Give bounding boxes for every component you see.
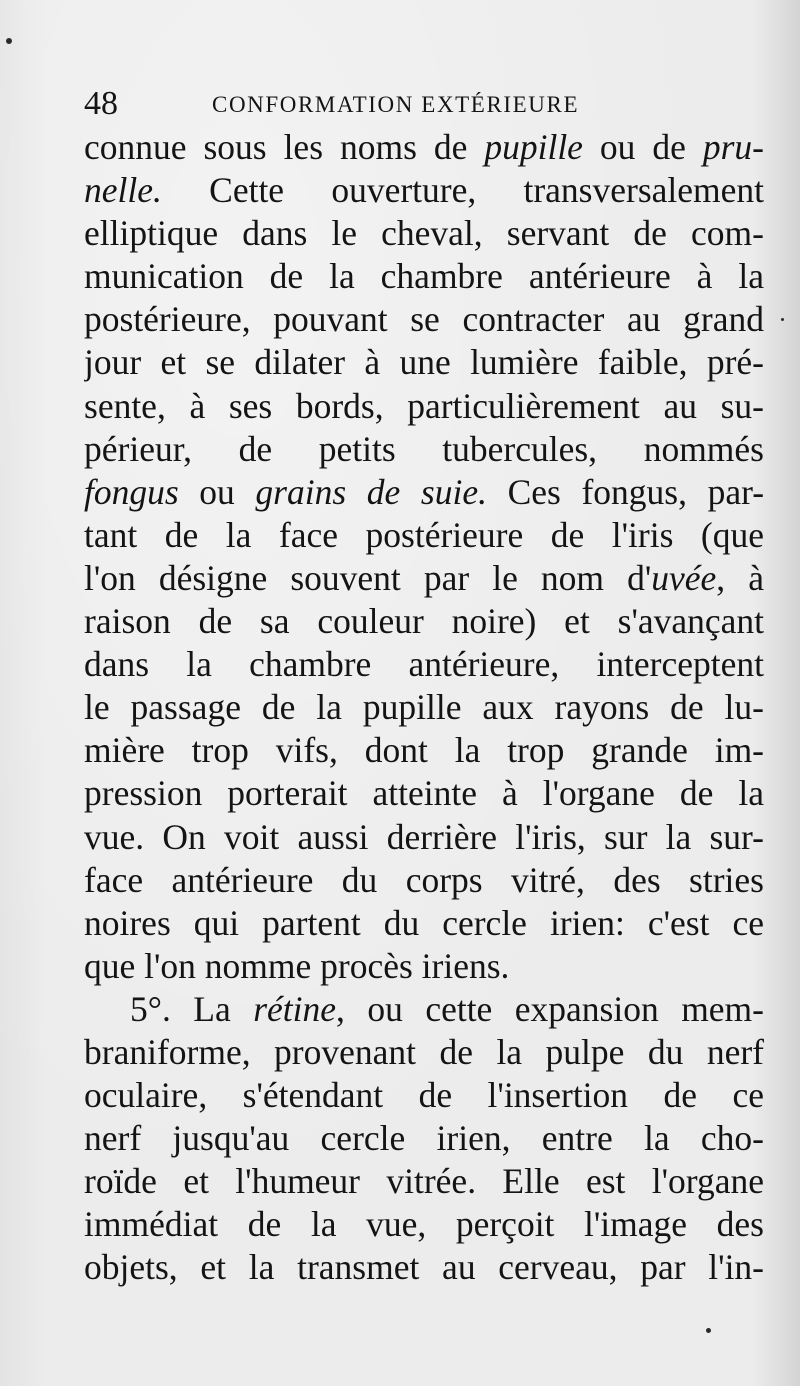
text-segment: immédiat de la vue, perçoit l'image des [84, 1204, 764, 1245]
page-header [84, 84, 764, 124]
text-line [84, 212, 764, 255]
ink-speck [6, 38, 12, 44]
text-segment: le passage de la pupille aux rayons de lu- [84, 687, 764, 728]
text-segment: 5°. La [130, 988, 254, 1029]
text-segment: ou de [582, 127, 703, 167]
running-head: CONFORMATION EXTÉRIEURE [212, 92, 580, 117]
ink-speck [706, 1328, 711, 1333]
text-line [84, 1246, 764, 1289]
text-line [84, 341, 764, 384]
text-line [84, 169, 764, 212]
text-line [84, 902, 764, 945]
text-segment: sente, à ses bords, particulièrement au su- [84, 385, 764, 426]
text-line [84, 255, 764, 298]
text-line [84, 600, 764, 643]
text-line [84, 643, 764, 686]
text-segment: mière trop vifs, dont la trop grande im- [84, 730, 764, 771]
text-line [84, 859, 764, 902]
ink-speck [781, 318, 784, 321]
text-line [84, 557, 764, 600]
text-segment: Ces fongus, par- [486, 471, 764, 512]
text-line [84, 686, 764, 729]
text-line [84, 729, 764, 772]
text-line [84, 816, 764, 859]
italic-term: nelle. [84, 170, 162, 211]
text-segment: connue sous les noms de [84, 127, 485, 167]
text-segment: munication de la chambre antérieure à la [84, 256, 764, 297]
text-segment: face antérieure du corps vitré, des stries [84, 859, 764, 900]
text-line [84, 772, 764, 815]
text-line [84, 471, 764, 514]
text-line [84, 1160, 764, 1203]
text-segment: , à [716, 557, 764, 598]
text-line [84, 126, 764, 169]
text-line [84, 428, 764, 471]
text-segment: jour et se dilater à une lumière faible, pré- [84, 342, 764, 383]
text-segment: tant de la face postérieure de l'iris (que [84, 514, 764, 555]
text-line [84, 1203, 764, 1246]
text-line [84, 1031, 764, 1074]
text-line [84, 945, 764, 988]
text-segment: l'on désigne souvent par le nom d' [84, 557, 652, 598]
text-segment: postérieure, pouvant se contracter au grand [84, 299, 764, 340]
text-segment: vue. On voit aussi derrière l'iris, sur la sur- [84, 816, 764, 857]
text-segment: pression porterait atteinte à l'organe de la [84, 773, 764, 814]
text-segment: , ou cette expansion mem- [336, 988, 764, 1029]
italic-term: rétine [253, 988, 337, 1029]
page-number: 48 [84, 85, 118, 122]
text-segment: nerf jusqu'au cercle irien, entre la cho- [84, 1118, 764, 1159]
text-segment: roïde et l'humeur vitrée. Elle est l'organe [84, 1161, 764, 1202]
text-line [84, 988, 764, 1031]
text-segment: que l'on nomme procès iriens. [84, 945, 510, 986]
italic-term: grains de suie. [255, 471, 487, 512]
body-text [84, 126, 764, 1290]
text-segment: Cette ouverture, transversalement [161, 170, 764, 211]
italic-term: fongus [84, 471, 179, 512]
text-segment: objets, et la transmet au cerveau, par l'in- [84, 1247, 764, 1288]
text-line [84, 298, 764, 341]
text-segment: périeur, de petits tubercules, nommés [84, 428, 764, 469]
text-segment: braniforme, provenant de la pulpe du nerf [84, 1031, 764, 1072]
text-line [84, 385, 764, 428]
text-line [84, 1074, 764, 1117]
italic-term: pru- [702, 127, 764, 167]
text-line [84, 514, 764, 557]
italic-term: uvée [651, 557, 717, 598]
text-segment: raison de sa couleur noire) et s'avançant [84, 601, 764, 642]
text-line [84, 1117, 764, 1160]
italic-term: pupille [484, 127, 583, 167]
text-segment: dans la chambre antérieure, interceptent [84, 644, 764, 685]
text-segment: ou [178, 471, 256, 512]
text-segment: elliptique dans le cheval, servant de com- [84, 213, 764, 254]
text-segment: oculaire, s'étendant de l'insertion de ce [84, 1075, 764, 1116]
text-segment: noires qui partent du cercle irien: c'est ce [84, 902, 764, 943]
